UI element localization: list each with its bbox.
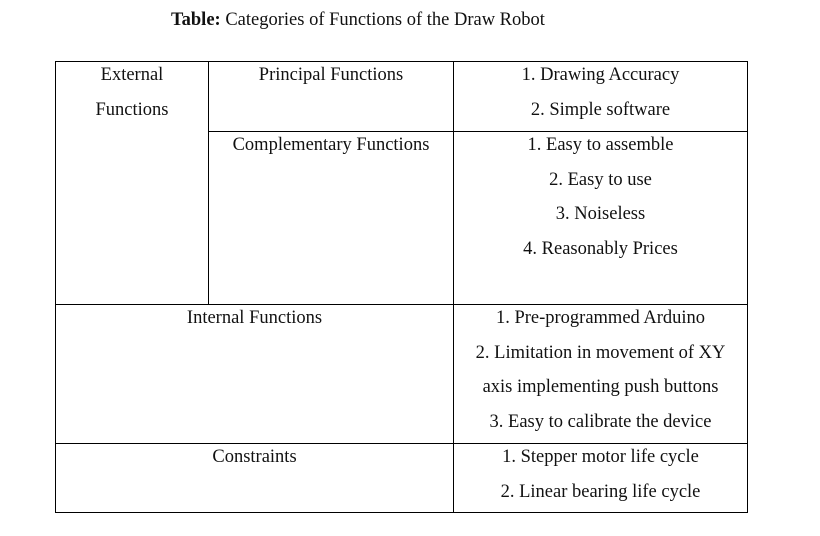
external-label-line: Functions: [95, 99, 169, 120]
list-item: 4. Reasonably Prices: [523, 238, 678, 259]
complementary-functions-label: [209, 133, 453, 168]
complementary-functions-text: Complementary Functions: [232, 135, 430, 155]
list-item: 1. Drawing Accuracy: [521, 65, 680, 85]
caption-text: Categories of Functions of the Draw Robot: [225, 10, 545, 30]
external-label-line: External: [100, 65, 164, 85]
constraints-items: [454, 445, 747, 514]
list-item: 1. Stepper motor life cycle: [502, 447, 699, 467]
list-item: 2. Easy to use: [549, 169, 652, 190]
caption-label: Table:: [171, 10, 221, 30]
list-item: 2. Linear bearing life cycle: [500, 481, 701, 502]
list-item: 2. Simple software: [530, 99, 671, 120]
principal-functions-items: [454, 63, 747, 132]
principal-functions-text: Principal Functions: [258, 65, 404, 85]
list-item: 3. Noiseless: [555, 204, 646, 225]
rule-external-divider: [208, 61, 209, 305]
table-caption: [171, 10, 545, 31]
principal-functions-label: [209, 63, 453, 98]
constraints-text: Constraints: [212, 447, 297, 467]
internal-functions-items: [454, 306, 747, 444]
internal-functions-text: Internal Functions: [186, 308, 323, 328]
external-functions-label: [56, 63, 208, 132]
rule-external-bottom: [55, 304, 748, 305]
internal-functions-label: [56, 306, 453, 341]
table-border-top: [55, 61, 748, 62]
list-item: axis implementing push buttons: [482, 377, 719, 398]
list-item: 1. Pre-programmed Arduino: [495, 308, 706, 328]
complementary-functions-items: [454, 133, 747, 271]
list-item: 2. Limitation in movement of XY: [475, 342, 726, 363]
table-border-right: [747, 61, 748, 513]
constraints-label: [56, 445, 453, 480]
list-item: 3. Easy to calibrate the device: [489, 411, 712, 432]
list-item: 1. Easy to assemble: [527, 135, 674, 155]
